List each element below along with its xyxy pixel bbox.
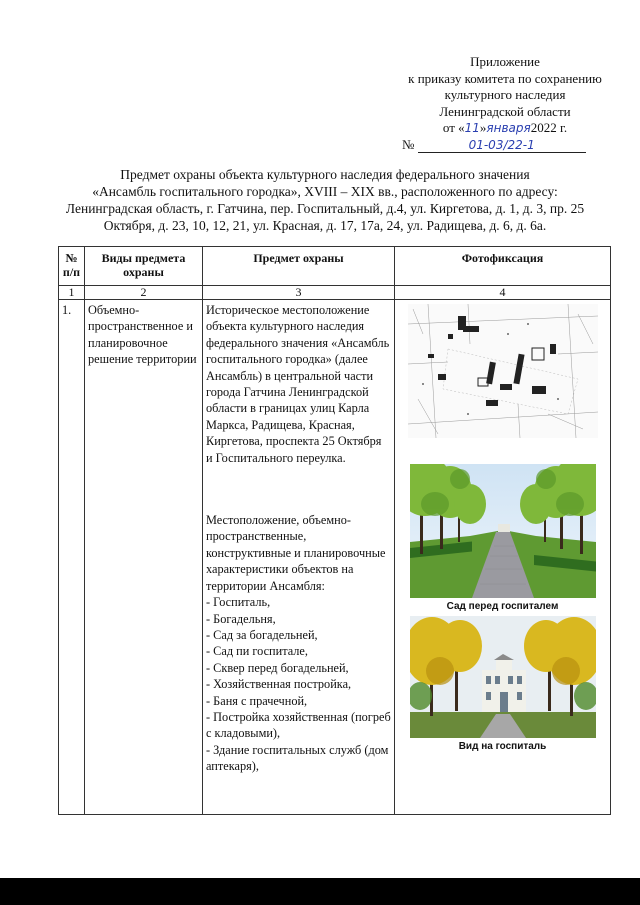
appendix-block	[380, 54, 630, 153]
list-item: - Здание госпитальных служб (дом аптекаря),	[206, 742, 389, 774]
header-types: Виды предмета охраны	[85, 247, 203, 286]
col-num-1: 1	[59, 286, 85, 300]
title-line-2: «Ансамбль госпитального городка», XVIII – XIX вв., расположенного по адресу:	[92, 184, 558, 199]
row-number: 1.	[59, 300, 85, 815]
site-plan-map	[408, 304, 598, 438]
date-month-handwritten: января	[486, 121, 531, 135]
row-type: Объемно-пространственное и планировочное решение территории	[85, 300, 203, 815]
document-title	[40, 166, 610, 234]
list-item: - Постройка хозяйственная (погреб с кладовыми),	[206, 709, 391, 741]
list-item: - Баня с прачечной,	[206, 693, 308, 708]
subject-paragraph-1: Историческое местоположение объекта культурного наследия федерального значения «Ансамбль госпитального городка» (далее Ансамбль) в центральной части города Гатчина Ленинградской области в границах улиц Карла Маркса, Радищева, Красная, Киргетова, проспекта 25 Октября и Госпитального переулка.	[206, 303, 390, 465]
protection-table	[58, 246, 611, 815]
title-line-3: Ленинградская область, г. Гатчина, пер. Госпитальный, д.4, ул. Киргетова, д. 1, д. 3, пр. 25	[65, 201, 585, 216]
hospital-view-photo	[410, 616, 596, 738]
row-subject	[203, 300, 395, 815]
list-item: - Сад пи госпитале,	[206, 644, 308, 659]
col-num-2: 2	[85, 286, 203, 300]
list-item: - Богадельня,	[206, 611, 276, 626]
appendix-order-line: к приказу комитета по сохранению	[408, 70, 602, 86]
number-prefix: №	[402, 136, 415, 152]
col-num-3: 3	[203, 286, 395, 300]
number-handwritten: 01-03/22-1	[418, 138, 586, 153]
table-row	[59, 300, 611, 815]
title-line-1: Предмет охраны объекта культурного наследия федерального значения	[120, 167, 530, 182]
appendix-title: Приложение	[470, 54, 540, 69]
header-subject: Предмет охраны	[203, 247, 395, 286]
list-item: - Хозяйственная постройка,	[206, 677, 352, 692]
header-photo: Фотофиксация	[395, 247, 611, 286]
table-header-row	[59, 247, 611, 286]
date-year: 2022 г.	[530, 120, 568, 135]
column-numbers-row	[59, 286, 611, 300]
appendix-date-line	[380, 120, 630, 137]
subject-paragraph-2: Местоположение, объемно-пространственные, конструктивные и планировочные характеристики объектов на территории Ансамбля:	[206, 513, 386, 593]
date-day-handwritten: 11	[464, 121, 480, 135]
appendix-region-line: Ленинградской области	[439, 103, 571, 119]
date-mid: »	[479, 120, 487, 135]
header-number: № п/п	[59, 247, 85, 286]
appendix-number-line	[380, 137, 630, 154]
row-photos	[395, 300, 611, 815]
appendix-heritage-line: культурного наследия	[444, 87, 566, 102]
photo-caption-hospital: Вид на госпиталь	[458, 741, 547, 752]
list-item: - Сад за богадельней,	[206, 627, 318, 642]
photo-caption-garden: Сад перед госпиталем	[446, 601, 559, 612]
date-prefix: от «	[442, 120, 465, 135]
title-line-4: Октября, д. 23, 10, 12, 21, ул. Красная, д. 17, 17а, 24, ул. Радищева, д. 6, д. 6а.	[103, 218, 547, 233]
garden-alley-photo	[410, 464, 596, 598]
list-item: - Госпиталь,	[206, 595, 271, 610]
col-num-4: 4	[395, 286, 611, 300]
list-item: - Сквер перед богадельней,	[206, 660, 349, 675]
scan-bottom-edge	[0, 878, 640, 905]
